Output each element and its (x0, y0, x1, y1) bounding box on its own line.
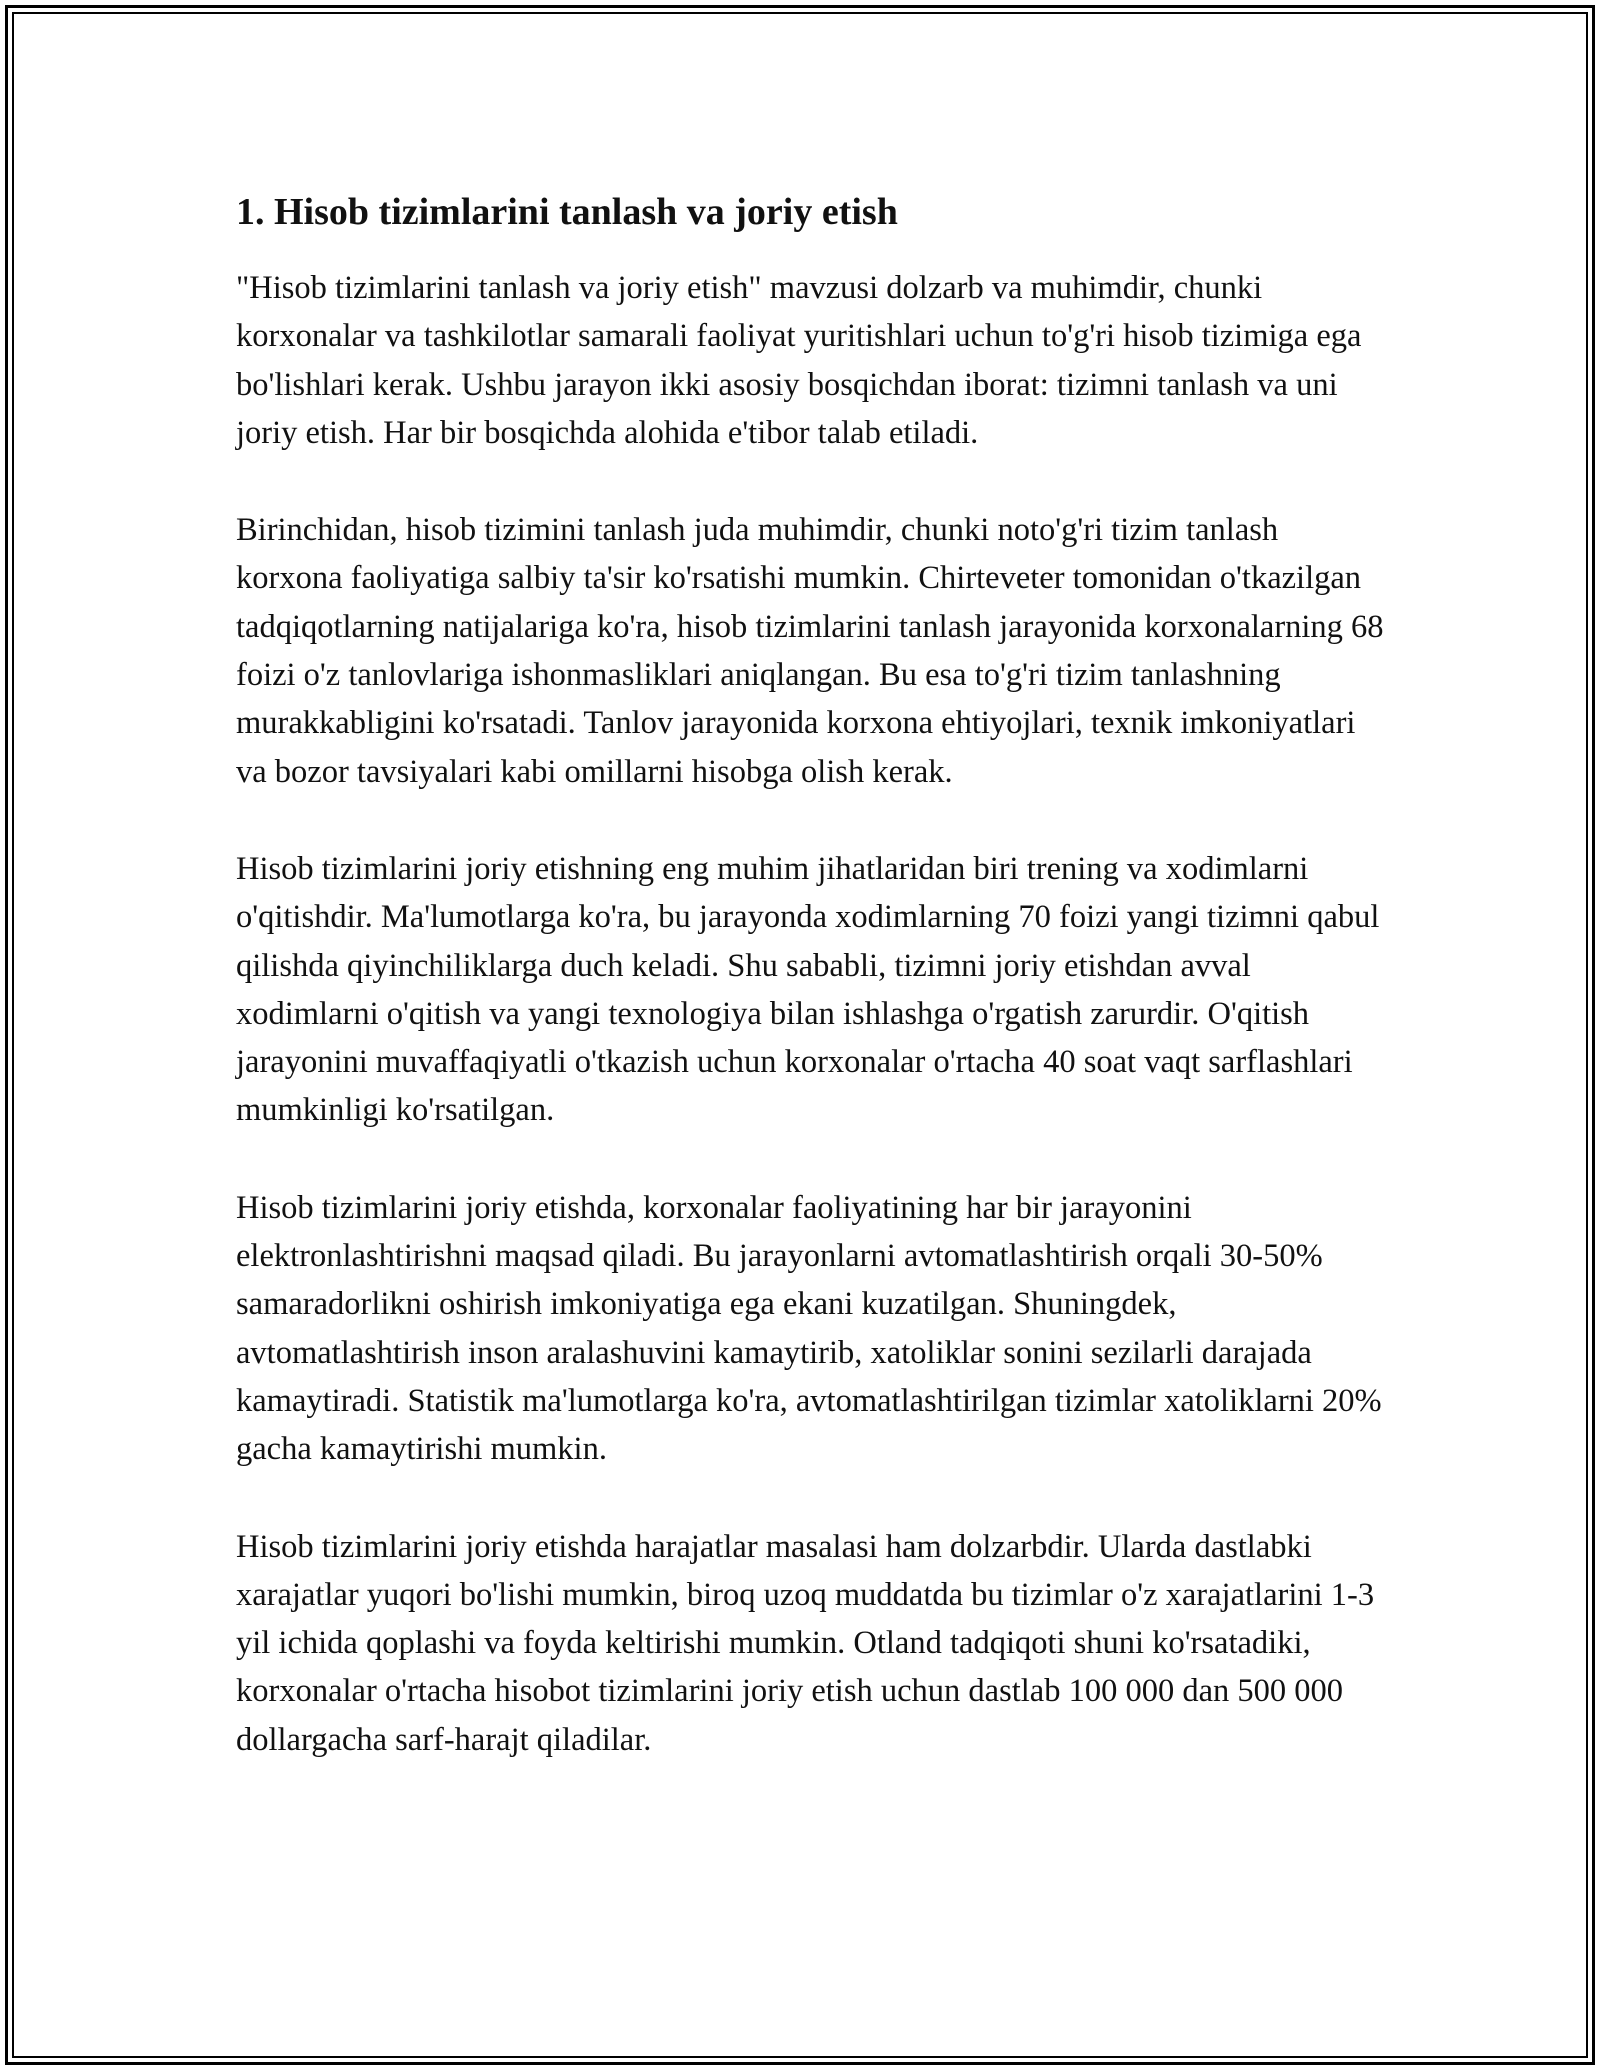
paragraph-4: Hisob tizimlarini joriy etishda, korxonalar faoliyatining har bir jarayonini elektronlashtirishni maqsad qiladi. Bu jarayonlarni avtomatlashtirish orqali 30-50% samaradorlikni oshirish imkoniyatiga ega ekani kuzatilgan. Shuningdek, avtomatlashtirish inson aralashuvini kamaytirib, xatoliklar sonini sezilarli darajada kamaytiradi. Statistik ma'lumotlarga ko'ra, avtomatlashtirilgan tizimlar xatoliklarni 20% gacha kamaytirishi mumkin. (236, 1189, 1382, 1468)
paragraph-2: Birinchidan, hisob tizimini tanlash juda muhimdir, chunki noto'g'ri tizim tanlash korxona faoliyatiga salbiy ta'sir ko'rsatishi mumkin. Chirteveter tomonidan o'tkazilgan tadqiqotlarning natijalariga ko'ra, hisob tizimlarini tanlash jarayonida korxonalarning 68 foizi o'z tanlovlariga ishonmasliklari aniqlangan. Bu esa to'g'ri tizim tanlashning murakkabligini ko'rsatadi. Tanlov jarayonida korxona ehtiyojlari, texnik imkoniyatlari va bozor tavsiyalari kabi omillarni hisobga olish kerak. (236, 512, 1384, 790)
section-heading: 1. Hisob tizimlarini tanlash va joriy etish (236, 191, 898, 233)
paragraph-1: "Hisob tizimlarini tanlash va joriy etish" mavzusi dolzarb va muhimdir, chunki korxonalar va tashkilotlar samarali faoliyat yuritishlari uchun to'g'ri hisob tizimiga ega bo'lishlari kerak. Ushbu jarayon ikki asosiy bosqichdan iborat: tizimni tanlash va uni joriy etish. Har bir bosqichda alohida e'tibor talab etiladi. (236, 270, 1362, 451)
document-body (236, 186, 1386, 1813)
paragraph-5: Hisob tizimlarini joriy etishda harajatlar masalasi ham dolzarbdir. Ularda dastlabki xarajatlar yuqori bo'lishi mumkin, biroq uzoq muddatda bu tizimlar o'z xarajatlarini 1-3 yil ichida qoplashi va foyda keltirishi mumkin. Otland tadqiqoti shuni ko'rsatadiki, korxonalar o'rtacha hisobot tizimlarini joriy etish uchun dastlab 100 000 dan 500 000 dollargacha sarf-harajt qiladilar. (236, 1528, 1375, 1758)
paragraph-3: Hisob tizimlarini joriy etishning eng muhim jihatlaridan biri trening va xodimlarni o'qitishdir. Ma'lumotlarga ko'ra, bu jarayonda xodimlarning 70 foizi yangi tizimni qabul qilishda qiyinchiliklarga duch keladi. Shu sababli, tizimni joriy etishdan avval xodimlarni o'qitish va yangi texnologiya bilan ishlashga o'rgatish zarurdir. O'qitish jarayonini muvaffaqiyatli o'tkazish uchun korxonalar o'rtacha 40 soat vaqt sarflashlari mumkinligi ko'rsatilgan. (236, 850, 1380, 1129)
